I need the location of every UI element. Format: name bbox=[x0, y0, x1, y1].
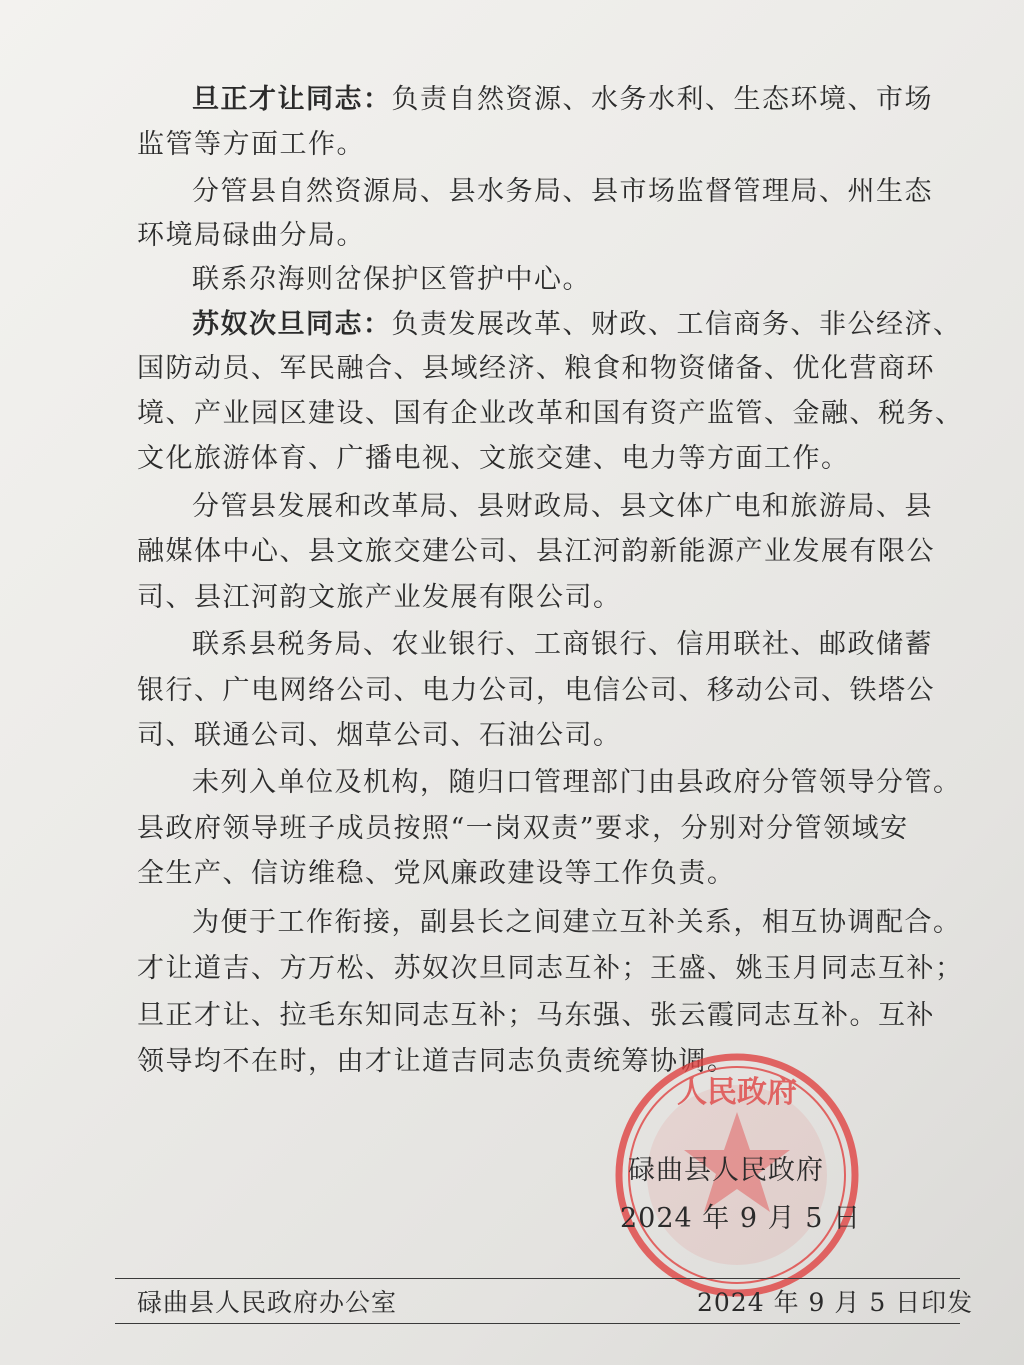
para-6-line-1: 联系县税务局、农业银行、工商银行、信用联社、邮政储蓄 bbox=[192, 629, 933, 660]
para-7-line-1: 未列入单位及机构，随归口管理部门由县政府分管领导分管。 bbox=[192, 767, 962, 798]
para-5-line-2: 融媒体中心、县文旅交建公司、县江河韵新能源产业发展有限公 bbox=[137, 536, 935, 567]
signature-date: 2024 年 9 月 5 日 bbox=[620, 1203, 861, 1234]
para-7-line-2: 县政府领导班子成员按照“一岗双责”要求，分别对分管领域安 bbox=[137, 813, 909, 844]
seal-text: 人民政府 bbox=[677, 1075, 797, 1110]
para-4-line-2: 国防动员、军民融合、县域经济、粮食和物资储备、优化营商环 bbox=[137, 353, 935, 384]
para-4-lead: 苏奴次旦同志： bbox=[192, 309, 392, 340]
para-4-line-4: 文化旅游体育、广播电视、文旅交建、电力等方面工作。 bbox=[137, 443, 850, 474]
para-5-line-3: 司、县江河韵文旅产业发展有限公司。 bbox=[137, 582, 622, 613]
para-6-line-3: 司、联通公司、烟草公司、石油公司。 bbox=[137, 720, 622, 751]
para-8-line-3: 旦正才让、拉毛东知同志互补；马东强、张云霞同志互补。互补 bbox=[137, 1000, 935, 1031]
para-1-lead: 旦正才让同志： bbox=[192, 84, 392, 115]
para-2-line-1: 分管县自然资源局、县水务局、县市场监督管理局、州生态 bbox=[192, 176, 933, 207]
footer-issuer: 碌曲县人民政府办公室 bbox=[137, 1288, 398, 1317]
para-1-line-1: 旦正才让同志：负责自然资源、水务水利、生态环境、市场 bbox=[192, 84, 933, 115]
para-6-line-2: 银行、广电网络公司、电力公司，电信公司、移动公司、铁塔公 bbox=[137, 675, 935, 706]
para-4-line-3: 境、产业园区建设、国有企业改革和国有资产监管、金融、税务、 bbox=[137, 398, 964, 429]
para-8-line-4: 领导均不在时，由才让道吉同志负责统筹协调。 bbox=[137, 1046, 736, 1077]
footer-top-rule bbox=[115, 1278, 960, 1279]
para-8-line-1: 为便于工作衔接，副县长之间建立互补关系，相互协调配合。 bbox=[192, 907, 962, 938]
para-5-line-1: 分管县发展和改革局、县财政局、县文体广电和旅游局、县 bbox=[192, 491, 933, 522]
para-3-line-1: 联系尕海则岔保护区管护中心。 bbox=[192, 264, 591, 295]
para-8-line-2: 才让道吉、方万松、苏奴次旦同志互补；王盛、姚玉月同志互补； bbox=[137, 953, 964, 984]
footer-issue-date: 2024 年 9 月 5 日印发 bbox=[697, 1288, 974, 1317]
para-2-line-2: 环境局碌曲分局。 bbox=[137, 220, 365, 251]
para-7-line-3: 全生产、信访维稳、党风廉政建设等工作负责。 bbox=[137, 858, 736, 889]
signature-org: 碌曲县人民政府 bbox=[628, 1155, 824, 1186]
footer-bottom-rule bbox=[115, 1323, 960, 1324]
para-1-line-2: 监管等方面工作。 bbox=[137, 129, 365, 160]
para-4-line-1: 苏奴次旦同志：负责发展改革、财政、工信商务、非公经济、 bbox=[192, 309, 962, 340]
